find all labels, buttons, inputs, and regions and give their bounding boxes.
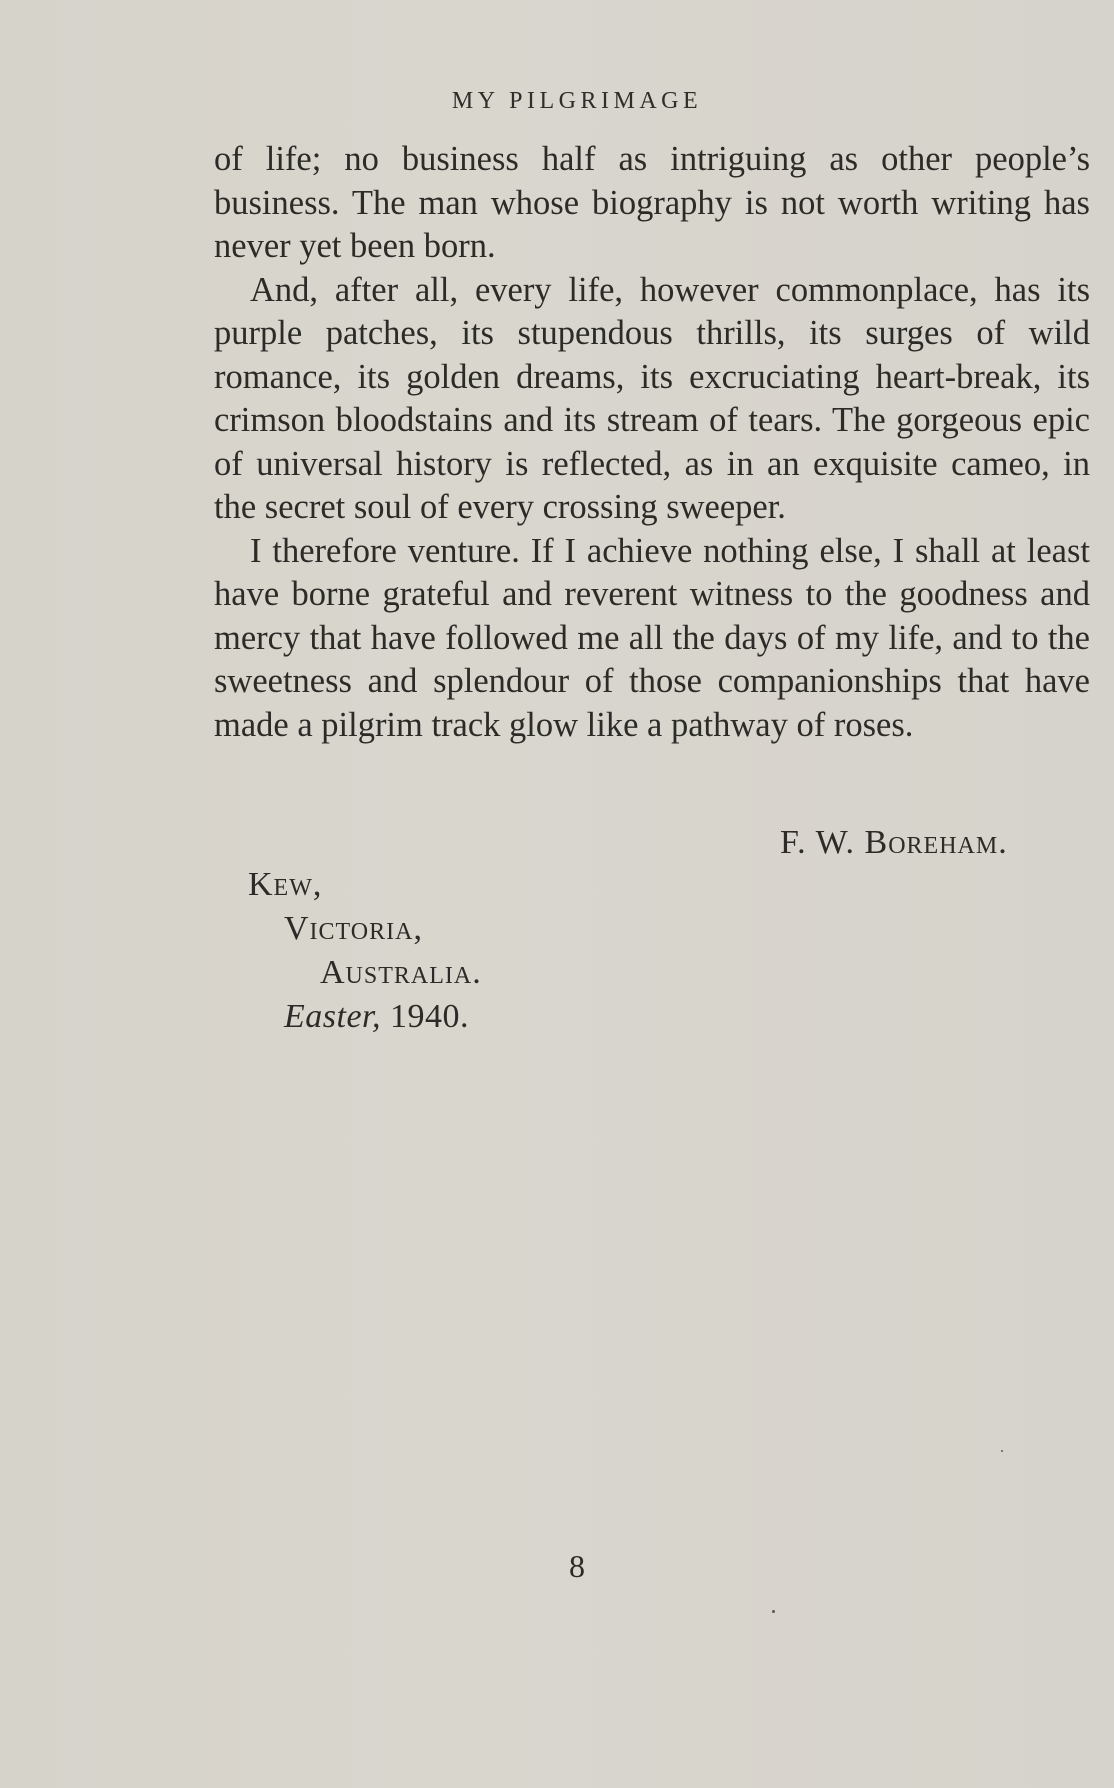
address-town: Kew, xyxy=(248,866,323,903)
address-state: Victoria, xyxy=(284,910,423,947)
date-year: 1940. xyxy=(390,998,469,1035)
paragraph: And, after all, every life, however commonplace, has its purple patches, its stupendous thrills, its surges of wild romance, its golden dreams, its excruciating heart-break, its crimson bloodstains and its stream of tears. The gorgeous epic of universal history is reflected, as in an exquisite cameo, in the secret soul of every crossing sweeper. xyxy=(214,270,1090,526)
page-number: 8 xyxy=(569,1548,585,1584)
author-signature: F. W. Boreham. xyxy=(780,824,1008,861)
address-country: Australia. xyxy=(320,954,482,991)
date-line xyxy=(284,998,469,1036)
paragraph: I therefore venture. If I achieve nothing else, I shall at least have borne grateful and reverent witness to the goodness and mercy that have followed me all the days of my life, and to the sweetness and splendour of those companionships that have made a pilgrim track glow like a pathway of roses. xyxy=(214,531,1090,744)
body-text xyxy=(214,138,1090,747)
running-header: MY PILGRIMAGE xyxy=(451,88,703,114)
date-season: Easter, xyxy=(284,998,381,1035)
paragraph-continuation: of life; no business half as intriguing as other people’s business. The man whose biography is not worth writing has never yet been born. xyxy=(214,140,1090,265)
paper-speck xyxy=(1001,1450,1003,1452)
paper-speck xyxy=(772,1610,775,1613)
